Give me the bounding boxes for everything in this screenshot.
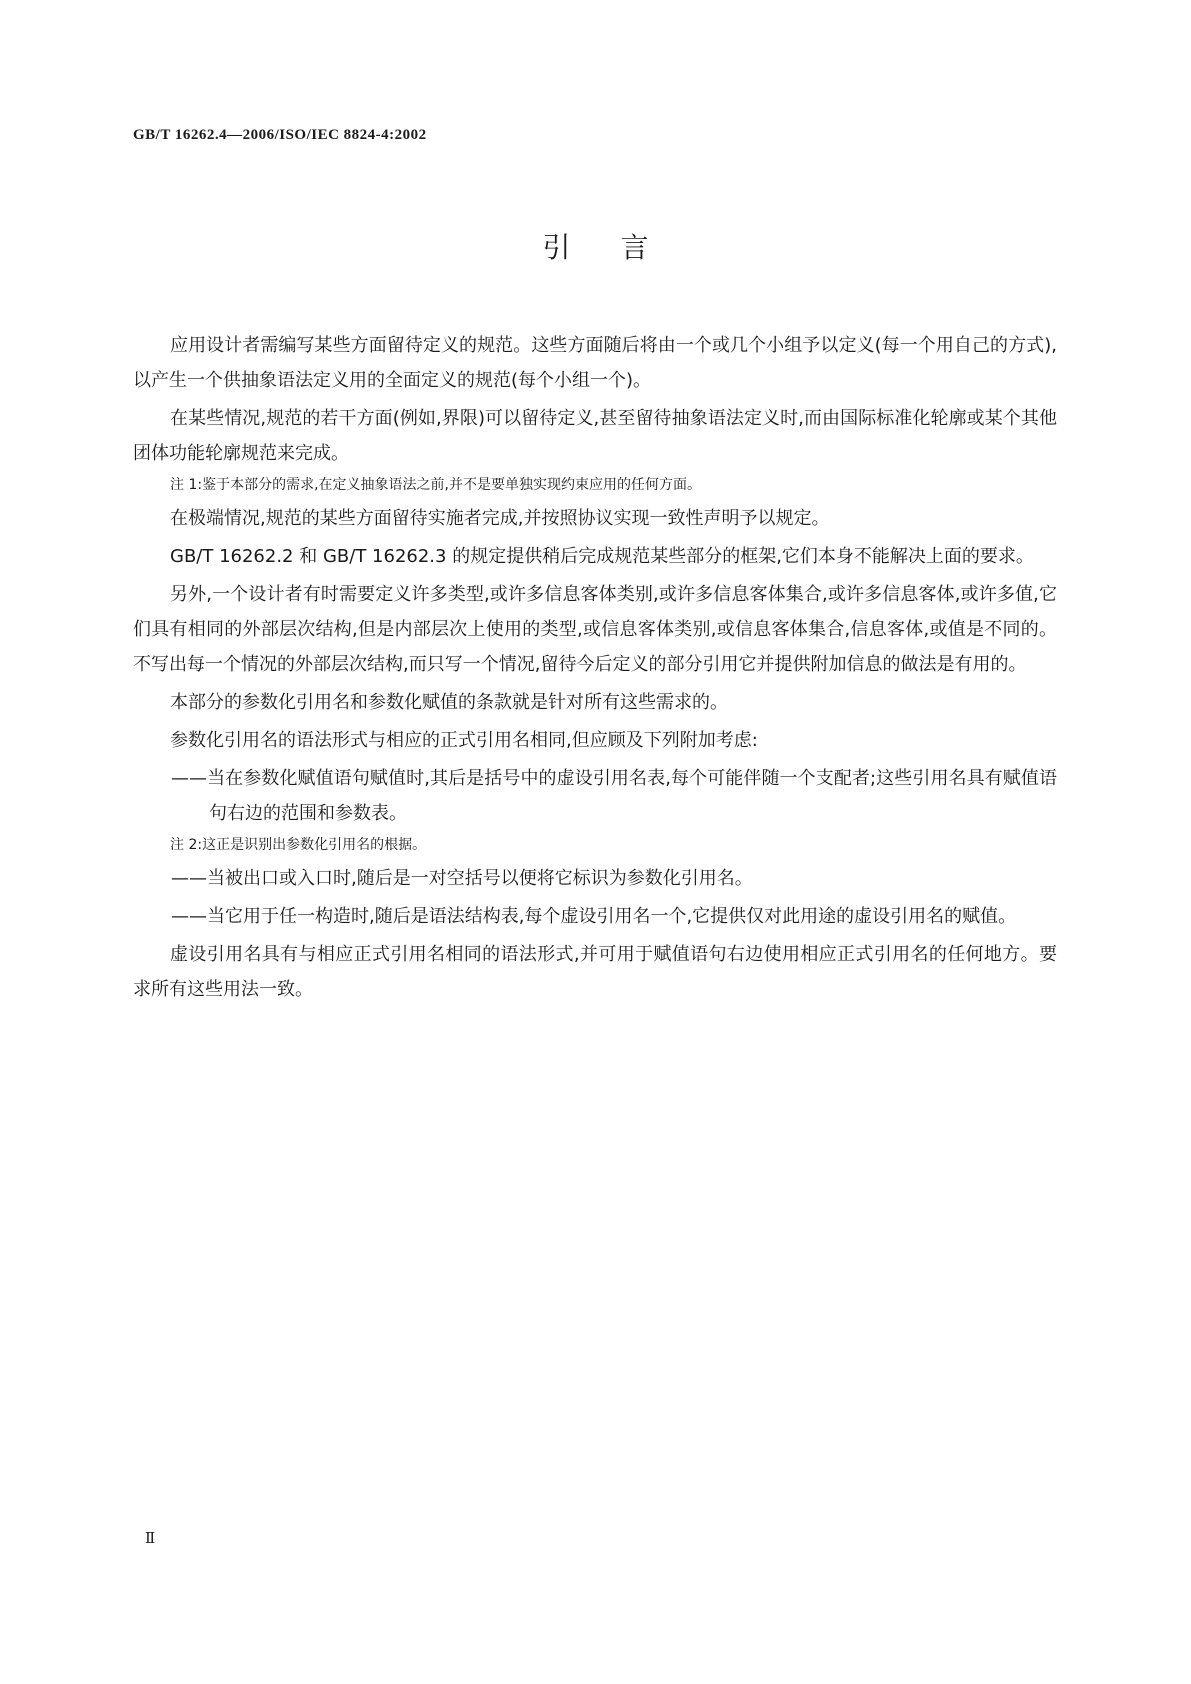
paragraph-5: 另外,一个设计者有时需要定义许多类型,或许多信息客体类别,或许多信息客体集合,或许多信息客体,或许多值,它们具有相同的外部层次结构,但是内部层次上使用的类型,或信息客体类别,或信息客体集合,信息客体,或值是不同的。不写出每一个情况的外部层次结构,而只写一个情况,留待今后定义的部分引用它并提供附加信息的做法是有用的。: [133, 584, 1057, 675]
paragraph-8: 虚设引用名具有与相应正式引用名相同的语法形式,并可用于赋值语句右边使用相应正式引用名的任何地方。要求所有这些用法一致。: [133, 944, 1057, 1000]
paragraph-4: GB/T 16262.2 和 GB/T 16262.3 的规定提供稍后完成规范某些部分的框架,它们本身不能解决上面的要求。: [170, 546, 1034, 567]
dash-item-3: ——当它用于任一构造时,随后是语法结构表,每个虚设引用名一个,它提供仅对此用途的虚设引用名的赋值。: [171, 906, 1017, 927]
paragraph-1: 应用设计者需编写某些方面留待定义的规范。这些方面随后将由一个或几个小组予以定义(每一个用自己的方式),以产生一个供抽象语法定义用的全面定义的规范(每个小组一个)。: [133, 335, 1057, 391]
paragraph-7: 参数化引用名的语法形式与相应的正式引用名相同,但应顾及下列附加考虑:: [170, 730, 758, 751]
dash-item-2: ——当被出口或入口时,随后是一对空括号以便将它标识为参数化引用名。: [171, 868, 753, 889]
paragraph-6: 本部分的参数化引用名和参数化赋值的条款就是针对所有这些需求的。: [170, 692, 728, 713]
note-1: 注 1:鉴于本部分的需求,在定义抽象语法之前,并不是要单独实现约束应用的任何方面。: [170, 477, 701, 493]
page-title: 引言: [542, 231, 699, 264]
page-number: Ⅱ: [145, 1531, 156, 1547]
dash-item-1: ——当在参数化赋值语句赋值时,其后是括号中的虚设引用名表,每个可能伴随一个支配者;这些引用名具有赋值语句右边的范围和参数表。: [171, 768, 1057, 824]
document-id-header: GB/T 16262.4—2006/ISO/IEC 8824-4:2002: [133, 127, 427, 143]
note-2: 注 2:这正是识别出参数化引用名的根据。: [170, 837, 427, 853]
paragraph-3: 在极端情况,规范的某些方面留待实施者完成,并按照协议实现一致性声明予以规定。: [170, 508, 830, 529]
paragraph-2: 在某些情况,规范的若干方面(例如,界限)可以留待定义,甚至留待抽象语法定义时,而由国际标准化轮廓或某个其他团体功能轮廓规范来完成。: [133, 408, 1057, 464]
introduction-body: [133, 328, 1057, 1010]
